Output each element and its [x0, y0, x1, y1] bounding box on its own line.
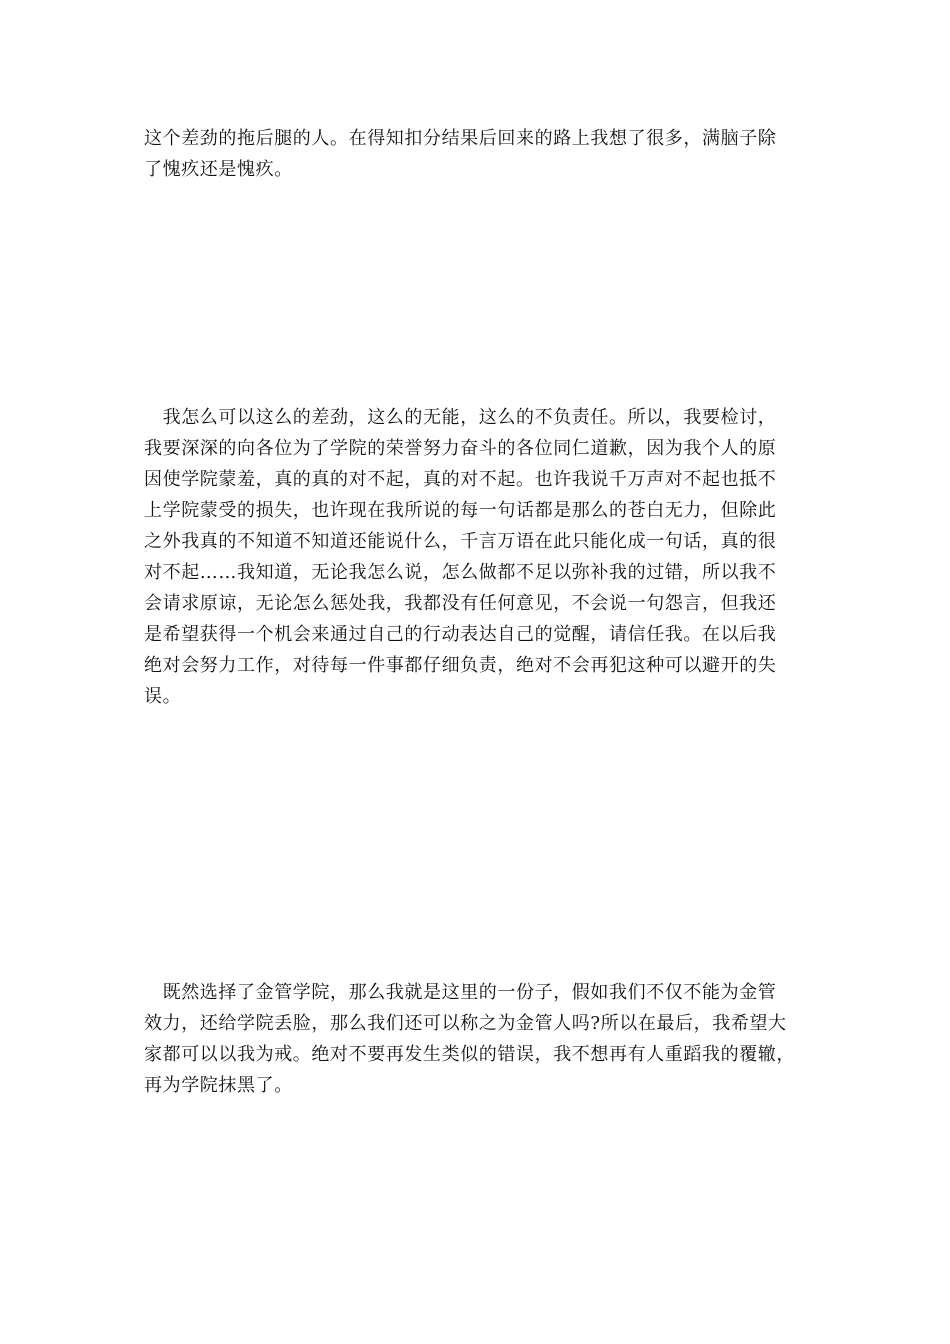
- paragraph-line: 会请求原谅，无论怎么惩处我，我都没有任何意见，不会说一句怨言，但我还: [144, 593, 777, 614]
- paragraph-1: [144, 123, 810, 185]
- paragraph-line: 之外我真的不知道不知道还能说什么，千言万语在此只能化成一句话，真的很: [144, 531, 777, 552]
- paragraph-line: 既然选择了金管学院，那么我就是这里的一份子，假如我们不仅不能为金管: [144, 982, 777, 1003]
- paragraph-3: [144, 977, 810, 1101]
- paragraph-line: 我要深深的向各位为了学院的荣誉努力奋斗的各位同仁道歉，因为我个人的原: [144, 438, 777, 459]
- paragraph-line: 上学院蒙受的损失，也许现在我所说的每一句话都是那么的苍白无力，但除此: [144, 500, 777, 521]
- paragraph-line: 对不起……我知道，无论我怎么说，怎么做都不足以弥补我的过错，所以我不: [144, 562, 777, 583]
- paragraph-line: 再为学院抹黑了。: [144, 1075, 293, 1096]
- paragraph-line: 是希望获得一个机会来通过自己的行动表达自己的觉醒，请信任我。在以后我: [144, 624, 777, 645]
- paragraph-line: 效力，还给学院丢脸，那么我们还可以称之为金管人吗?所以在最后，我希望大: [144, 1013, 787, 1034]
- paragraph-2: [144, 402, 810, 712]
- paragraph-line: 因使学院蒙羞，真的真的对不起，真的对不起。也许我说千万声对不起也抵不: [144, 469, 777, 490]
- paragraph-line: 我怎么可以这么的差劲，这么的无能，这么的不负责任。所以，我要检讨，: [144, 407, 777, 428]
- paragraph-line: 了愧疚还是愧疚。: [144, 159, 293, 180]
- paragraph-line: 误。: [144, 686, 182, 707]
- paragraph-line: 家都可以以我为戒。绝对不要再发生类似的错误，我不想再有人重蹈我的覆辙，: [144, 1044, 795, 1065]
- paragraph-line: 绝对会努力工作，对待每一件事都仔细负责，绝对不会再犯这种可以避开的失: [144, 655, 777, 676]
- paragraph-line: 这个差劲的拖后腿的人。在得知扣分结果后回来的路上我想了很多，满脑子除: [144, 128, 777, 149]
